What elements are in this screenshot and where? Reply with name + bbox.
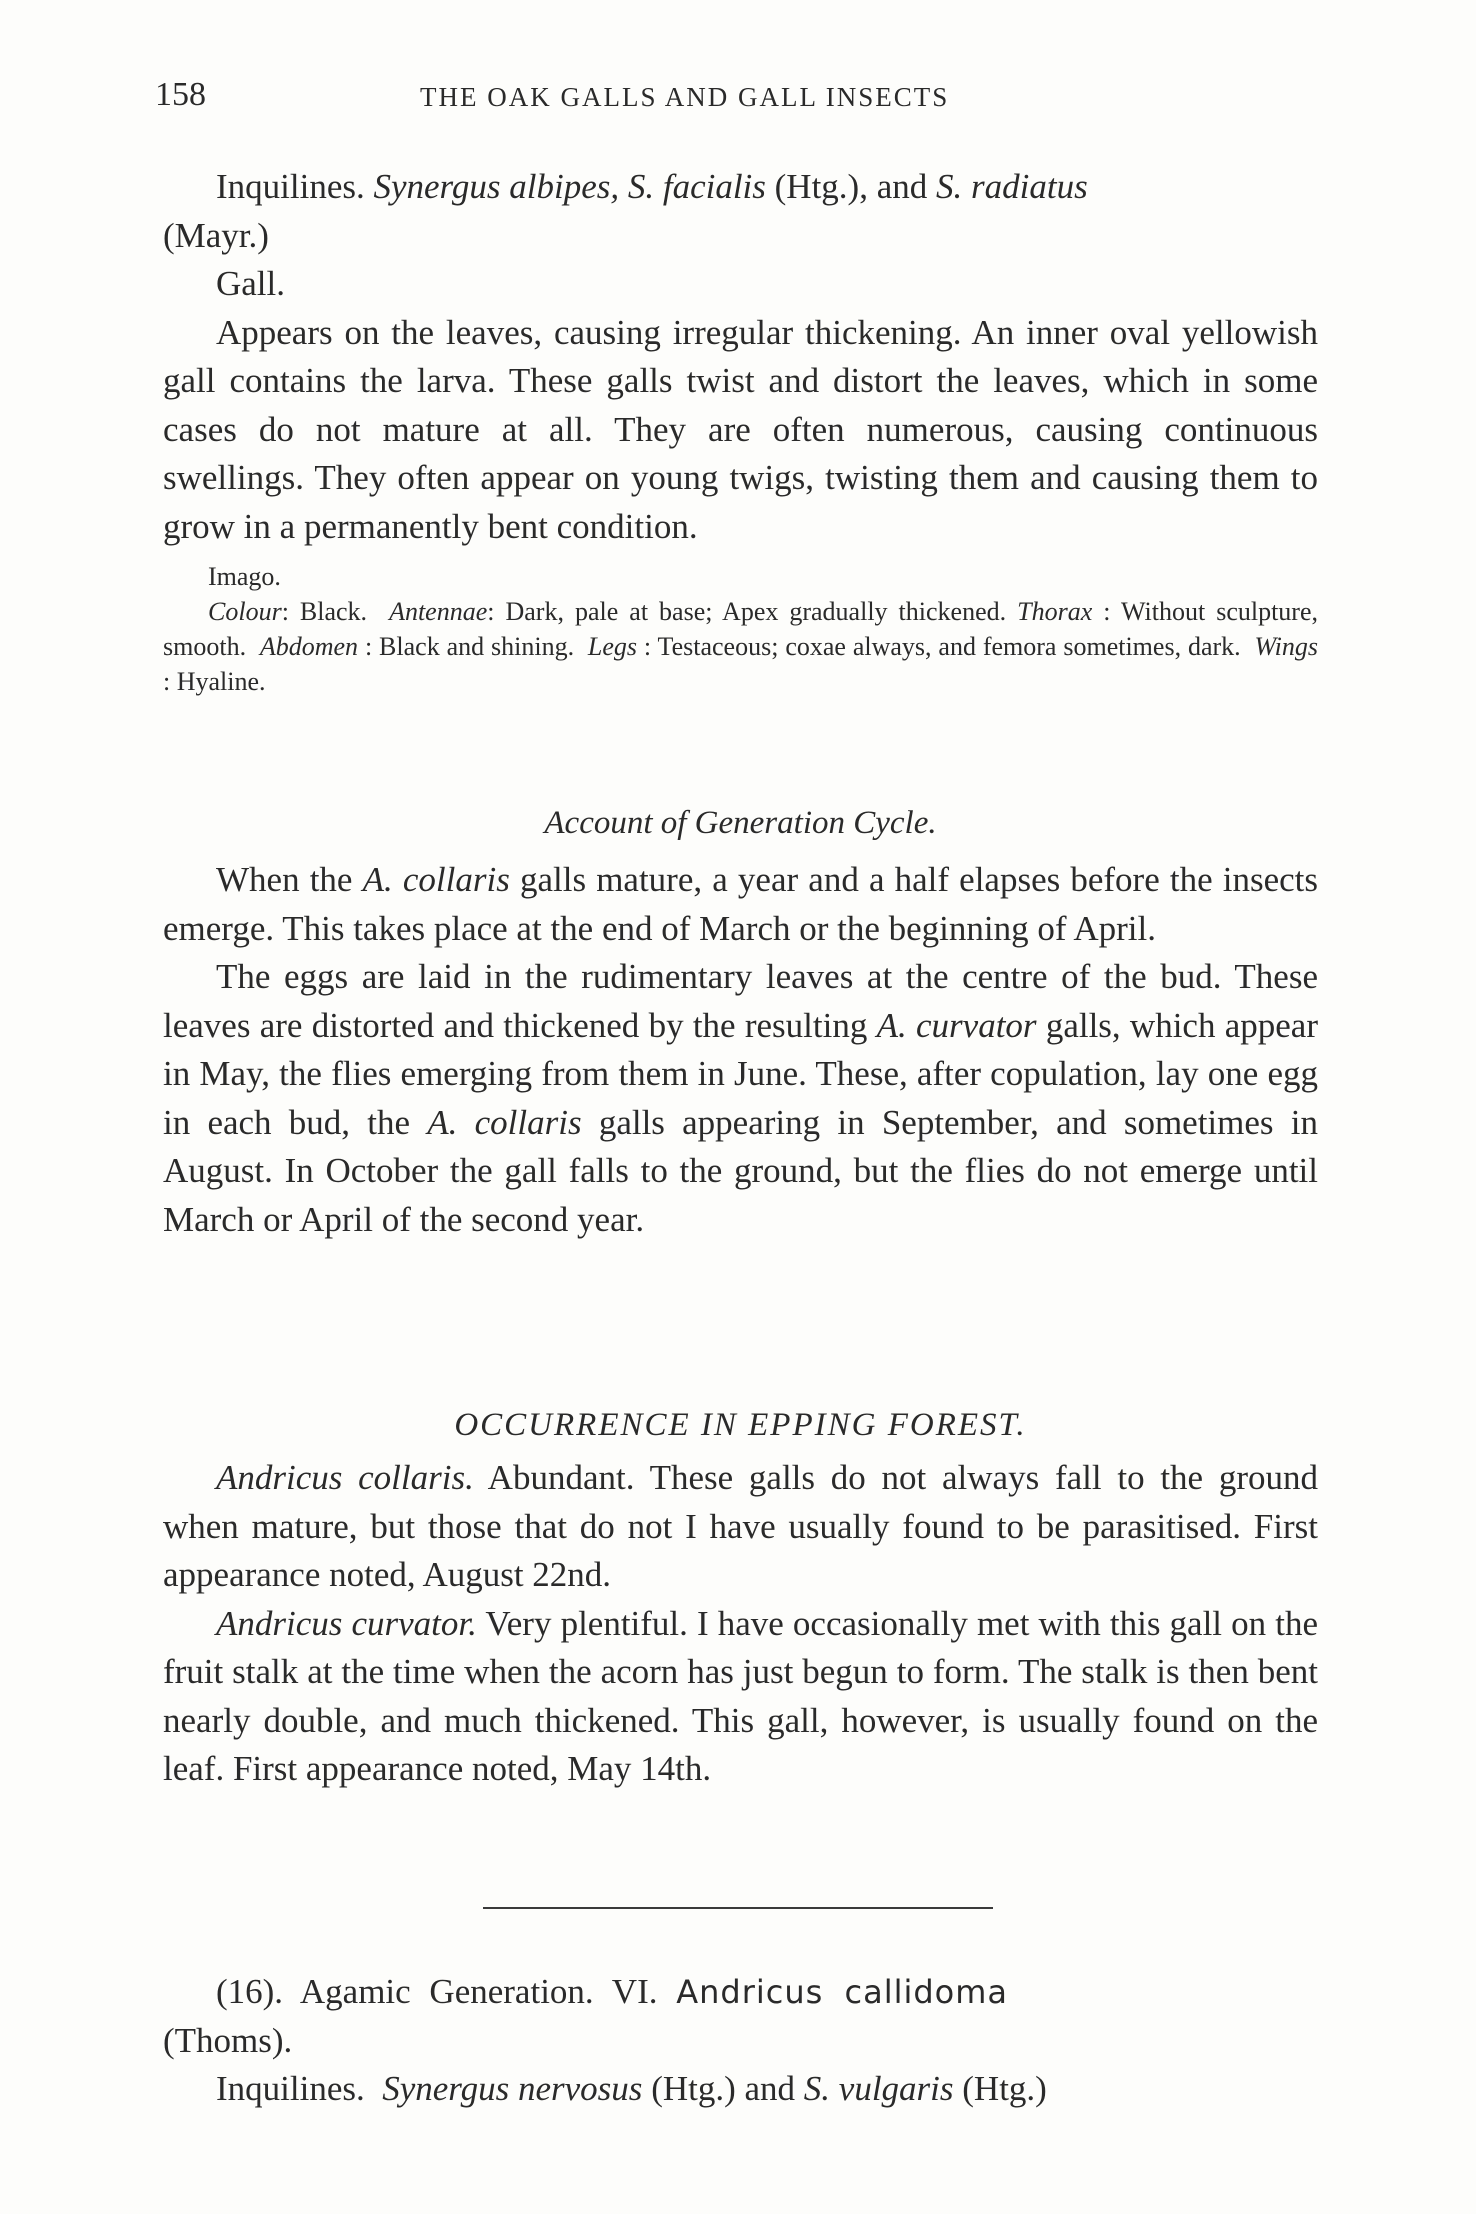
page-number: 158: [155, 76, 206, 113]
inquiline-species: Synergus albipes, S. facialis: [373, 167, 766, 206]
gall-description: Appears on the leaves, causing irregular thickening. An inner oval yellowish gall contains the larva. These galls twist and distort the leaves, which in some cases do not mature at all. They are often numerous, causing continuous swellings. They often appear on young twigs, twisting them and causing them to grow in a permanently bent condition.: [163, 312, 1318, 546]
generation-cycle-section: [163, 805, 1318, 1244]
page-header: [155, 76, 1315, 126]
imago-description: Colour: Black. Antennae: Dark, pale at base; Apex gradually thickened. Thorax : Without sculpture, smooth. Abdomen : Black and shining. Legs : Testaceous; coxae always, and femora sometimes, dark. Wings : Hyaline.: [163, 597, 1319, 696]
gall-label: Gall.: [216, 264, 286, 303]
generation-paragraph-1: When the A. collaris galls mature, a year and a half elapses before the insects emerge. This takes place at the end of March or the beginning of April.: [163, 860, 1319, 948]
occurrence-section: [163, 1407, 1318, 1794]
occurrence-entry-collaris: Andricus collaris. Abundant. These galls do not always fall to the ground when mature, but those that do not I have usually found to be parasitised. First appearance noted, August 22nd.: [163, 1458, 1319, 1594]
species-name: Andricus callidoma: [676, 1973, 1009, 2011]
section-16-title: (16). Agamic Generation. VI. Andricus callidoma (Thoms).: [163, 1972, 1009, 2060]
imago-label: Imago.: [208, 562, 281, 591]
inquilines-line: Inquilines. Synergus albipes, S. facialis (Htg.), and S. radiatus (Mayr.): [163, 167, 1088, 255]
occurrence-heading: OCCURRENCE IN EPPING FOREST.: [454, 1407, 1027, 1443]
generation-cycle-heading: Account of Generation Cycle.: [544, 805, 937, 841]
species-description: [163, 163, 1318, 699]
section-divider: [483, 1907, 993, 1909]
section-16-inquilines: Inquilines. Synergus nervosus (Htg.) and S. vulgaris (Htg.): [216, 2069, 1047, 2108]
inquiline-species: S. radiatus: [936, 167, 1088, 206]
section-16: [163, 1968, 1318, 2114]
occurrence-entry-curvator: Andricus curvator. Very plentiful. I have occasionally met with this gall on the fruit stalk at the time when the acorn has just begun to form. The stalk is then bent nearly double, and much thickened. This gall, however, is usually found on the leaf. First appearance noted, May 14th.: [163, 1603, 1318, 1788]
running-head: THE OAK GALLS AND GALL INSECTS: [420, 82, 950, 112]
generation-paragraph-2: The eggs are laid in the rudimentary leaves at the centre of the bud. These leaves are distorted and thickened by the resulting A. curvator galls, which appear in May, the flies emerging from them in June. These, after copulation, lay one egg in each bud, the A. collaris galls appearing in September, and sometimes in August. In October the gall falls to the ground, but the flies do not emerge until March or April of the second year.: [163, 957, 1318, 1239]
